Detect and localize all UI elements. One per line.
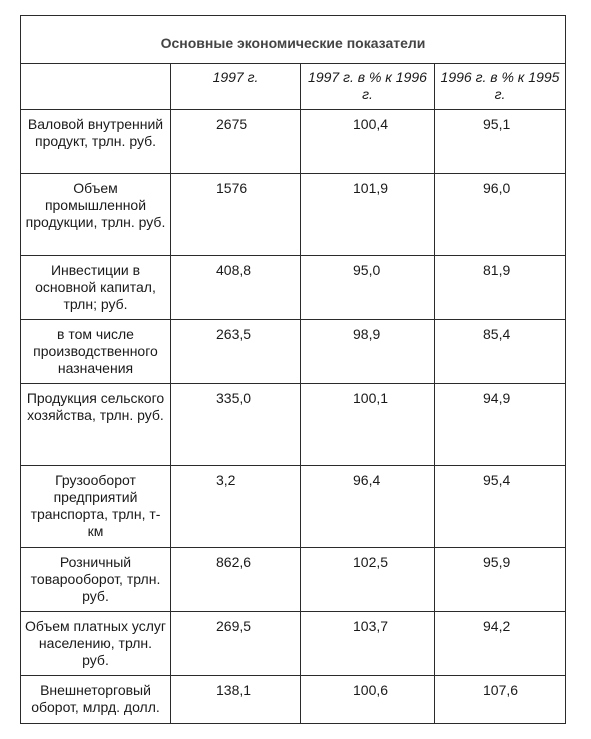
table-title: Основные экономические показатели xyxy=(160,35,426,51)
indicator-cell: Продукция сельского хозяйства, трлн. руб. xyxy=(21,384,171,466)
pct-97-96-cell: 98,9 xyxy=(301,320,435,384)
economic-indicators-table xyxy=(20,15,566,724)
value-1997-cell: 138,1 xyxy=(171,676,301,724)
pct-96-95-cell: 96,0 xyxy=(435,174,566,256)
indicator-cell: Грузооборот предприятий транспорта, трлн, т-км xyxy=(21,466,171,548)
value-1997-cell: 3,2 xyxy=(171,466,301,548)
table-title-row xyxy=(21,16,566,64)
table-row xyxy=(21,174,566,256)
value-1997-cell: 2675 xyxy=(171,110,301,174)
pct-96-95-cell: 95,4 xyxy=(435,466,566,548)
table-row xyxy=(21,256,566,320)
indicator-cell: в том числе производственного назначения xyxy=(21,320,171,384)
value-1997-cell: 269,5 xyxy=(171,612,301,676)
pct-97-96-cell: 100,1 xyxy=(301,384,435,466)
indicator-cell: Внешнеторговый оборот, млрд. долл. xyxy=(21,676,171,724)
value-1997-cell: 263,5 xyxy=(171,320,301,384)
table-row xyxy=(21,548,566,612)
value-1997-cell: 1576 xyxy=(171,174,301,256)
value-1997-cell: 408,8 xyxy=(171,256,301,320)
pct-97-96-cell: 95,0 xyxy=(301,256,435,320)
table-row xyxy=(21,110,566,174)
column-header-pct-1996-1995: 1996 г. в % к 1995 г. xyxy=(435,64,566,110)
table-row xyxy=(21,384,566,466)
indicator-cell: Валовой внутренний продукт, трлн. руб. xyxy=(21,110,171,174)
pct-96-95-cell: 94,2 xyxy=(435,612,566,676)
column-header-pct-1997-1996: 1997 г. в % к 1996 г. xyxy=(301,64,435,110)
pct-97-96-cell: 100,4 xyxy=(301,110,435,174)
pct-96-95-cell: 95,1 xyxy=(435,110,566,174)
table-title-cell xyxy=(21,16,566,64)
pct-96-95-cell: 107,6 xyxy=(435,676,566,724)
table-header-row xyxy=(21,64,566,110)
pct-97-96-cell: 96,4 xyxy=(301,466,435,548)
pct-97-96-cell: 103,7 xyxy=(301,612,435,676)
pct-96-95-cell: 95,9 xyxy=(435,548,566,612)
pct-97-96-cell: 101,9 xyxy=(301,174,435,256)
pct-96-95-cell: 81,9 xyxy=(435,256,566,320)
pct-96-95-cell: 85,4 xyxy=(435,320,566,384)
pct-96-95-cell: 94,9 xyxy=(435,384,566,466)
indicator-cell: Объем платных услуг населению, трлн. руб. xyxy=(21,612,171,676)
indicator-cell: Розничный товарооборот, трлн. руб. xyxy=(21,548,171,612)
column-header-indicator xyxy=(21,64,171,110)
table-row xyxy=(21,320,566,384)
table-row xyxy=(21,612,566,676)
indicator-cell: Объем промышленной продукции, трлн. руб. xyxy=(21,174,171,256)
value-1997-cell: 335,0 xyxy=(171,384,301,466)
pct-97-96-cell: 100,6 xyxy=(301,676,435,724)
indicator-cell: Инвестиции в основной капитал, трлн; руб. xyxy=(21,256,171,320)
value-1997-cell: 862,6 xyxy=(171,548,301,612)
table-row xyxy=(21,466,566,548)
pct-97-96-cell: 102,5 xyxy=(301,548,435,612)
table-row xyxy=(21,676,566,724)
column-header-1997: 1997 г. xyxy=(171,64,301,110)
